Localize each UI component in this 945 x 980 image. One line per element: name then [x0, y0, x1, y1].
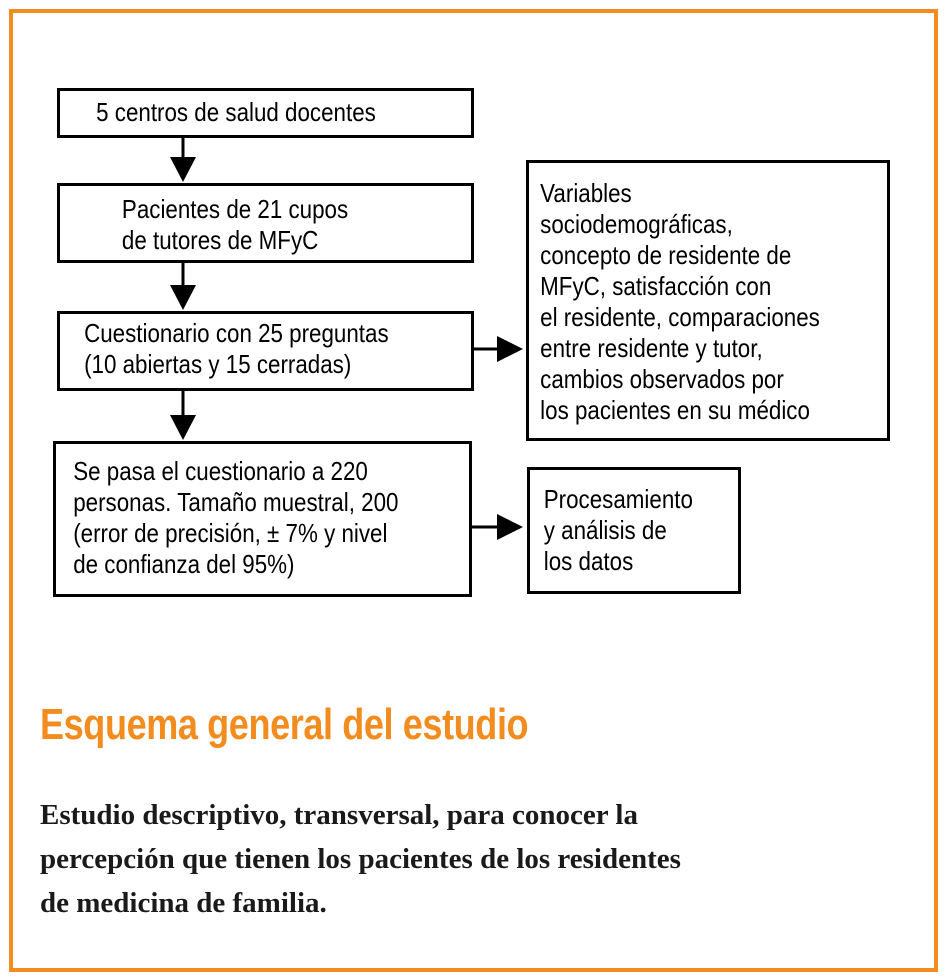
arrow-muestra-to-procesamiento: [472, 514, 523, 540]
cuestionario-text: Cuestionario con 25 preguntas (10 abiertas y 15 cerradas): [84, 318, 389, 379]
arrow-cuestionario-to-variables: [474, 336, 523, 362]
pacientes-text: Pacientes de 21 cupos de tutores de MFyC: [121, 194, 349, 255]
arrow-cuestionario-to-muestra: [170, 391, 196, 440]
arrow-centros-to-pacientes: [170, 138, 196, 182]
centros-text: 5 centros de salud docentes: [96, 97, 376, 127]
procesamiento-text: Procesamiento y análisis de los datos: [543, 484, 693, 576]
arrow-pacientes-to-cuestionario: [170, 263, 196, 310]
caption-description: Estudio descriptivo, transversal, para conocer la percepción que tienen los pacientes de los residentes de medicina de familia.: [40, 799, 681, 919]
caption-title: Esquema general del estudio: [40, 700, 529, 749]
muestra-text: Se pasa el cuestionario a 220 personas. Tamaño muestral, 200 (error de precisión, ± 7% y nivel de confianza del 95%): [73, 456, 399, 579]
variables-text: Variables sociodemográficas, concepto de residente de MFyC, satisfacción con el residente, comparaciones entre residente y tutor, cambios observados por los pacientes en su médico: [540, 178, 820, 425]
